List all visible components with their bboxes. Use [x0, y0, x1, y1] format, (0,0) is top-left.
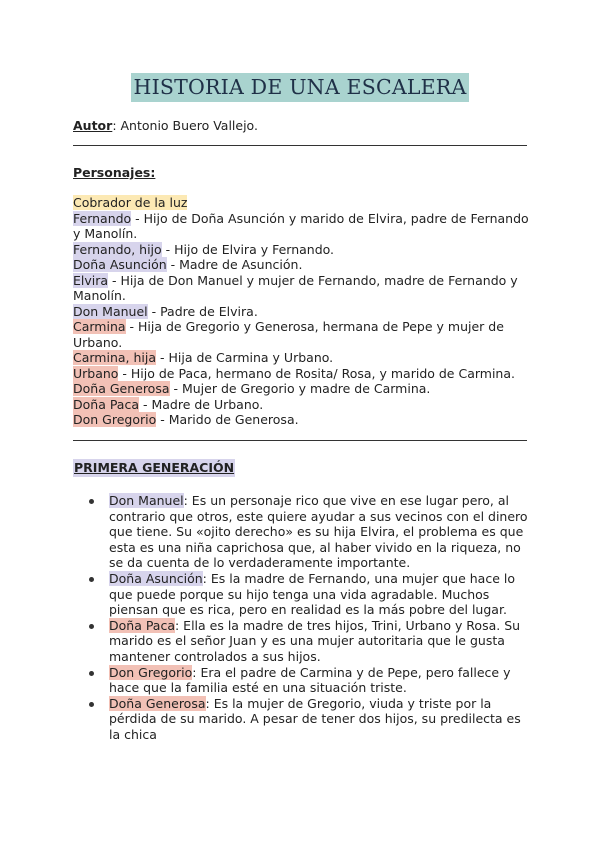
character-entry	[73, 273, 533, 304]
list-item	[89, 618, 529, 665]
character-description: - Madre de Asunción.	[166, 257, 303, 272]
character-description: - Padre de Elvira.	[147, 303, 258, 319]
author-name: : Antonio Buero Vallejo.	[112, 118, 258, 133]
character-description: - Marido de Generosa.	[156, 412, 299, 427]
character-description: : Es la mujer de Gregorio, viuda y triste por la pérdida de su marido. A pesar de tener dos hijos, su predilecta es la chica	[109, 695, 521, 742]
character-entry	[73, 366, 533, 382]
first-generation-heading: PRIMERA GENERACIÓN	[74, 460, 235, 475]
character-description: - Hija de Gregorio y Generosa, hermana de Pepe y mujer de Urbano.	[73, 319, 504, 350]
character-entry	[73, 211, 533, 242]
character-name: Don Gregorio	[109, 664, 193, 680]
document-title: HISTORIA DE UNA ESCALERA	[131, 73, 470, 102]
list-item	[89, 665, 529, 696]
bullet-icon	[89, 624, 94, 629]
character-description: - Hija de Carmina y Urbano.	[156, 350, 334, 365]
character-entry	[73, 412, 533, 428]
character-entry	[73, 397, 533, 413]
character-name: Carmina	[73, 319, 126, 334]
character-entry	[73, 257, 533, 273]
character-name: Carmina, hija	[73, 350, 157, 365]
character-name: Fernando, hijo	[73, 241, 162, 257]
list-item	[89, 493, 529, 571]
character-name: Don Gregorio	[73, 412, 157, 427]
title-container	[0, 73, 600, 102]
character-name: Fernando	[73, 210, 132, 226]
character-description: : Es un personaje rico que vive en ese lugar pero, al contrario que otros, este quiere ayudar a sus vecinos con el dinero que tiene. Su «ojito derecho» es su hija Elvira, el problema es que esta es una niña caprichosa que, al haber vivido en la riqueza, no se da cuenta de lo verdaderamente importante.	[109, 493, 528, 571]
divider	[73, 145, 527, 146]
character-name: Cobrador de la luz	[73, 195, 188, 210]
character-description: - Hija de Don Manuel y mujer de Fernando, madre de Fernando y Manolín.	[73, 272, 518, 303]
divider	[73, 440, 527, 441]
character-description: - Hijo de Doña Asunción y marido de Elvira, padre de Fernando y Manolín.	[73, 210, 529, 241]
characters-list	[73, 195, 533, 428]
character-entry	[73, 350, 533, 366]
character-description: : Es la madre de Fernando, una mujer que hace lo que puede porque su hijo tenga una vida agradable. Muchos piensan que es rica, pero en realidad es la más pobre del lugar.	[109, 570, 515, 618]
character-description: - Hijo de Elvira y Fernando.	[161, 241, 335, 257]
author-line	[73, 117, 258, 135]
character-name: Urbano	[73, 365, 119, 381]
character-entry	[73, 304, 533, 320]
character-name: Don Manuel	[73, 303, 148, 319]
list-item	[89, 696, 529, 743]
bullet-icon	[89, 671, 94, 676]
bullet-icon	[89, 702, 94, 707]
bullet-icon	[89, 499, 94, 504]
character-name: Elvira	[73, 272, 109, 288]
first-generation-list	[89, 493, 529, 743]
characters-heading: Personajes:	[73, 165, 156, 180]
character-name: Doña Asunción	[109, 570, 203, 586]
character-name: Doña Generosa	[109, 695, 206, 711]
character-description: : Era el padre de Carmina y de Pepe, pero fallece y hace que la familia esté en una situación triste.	[109, 664, 511, 696]
character-name: Doña Paca	[73, 396, 139, 412]
character-description: - Hijo de Paca, hermano de Rosita/ Rosa, y marido de Carmina.	[118, 365, 515, 381]
character-name: Don Manuel	[109, 493, 184, 508]
character-description: - Madre de Urbano.	[139, 396, 264, 412]
character-description: : Ella es la madre de tres hijos, Trini, Urbano y Rosa. Su marido es el señor Juan y es una mujer autoritaria que le gusta mantener controlados a sus hijos.	[109, 617, 521, 664]
character-description: - Mujer de Gregorio y madre de Carmina.	[169, 381, 431, 396]
character-entry	[73, 319, 533, 350]
character-entry	[73, 195, 533, 211]
character-entry	[73, 242, 533, 258]
bullet-icon	[89, 577, 94, 582]
character-name: Doña Generosa	[73, 381, 170, 396]
character-name: Doña Paca	[109, 617, 175, 633]
author-label: Autor	[73, 118, 113, 133]
character-entry	[73, 381, 533, 397]
character-name: Doña Asunción	[73, 257, 167, 272]
list-item	[89, 571, 529, 618]
